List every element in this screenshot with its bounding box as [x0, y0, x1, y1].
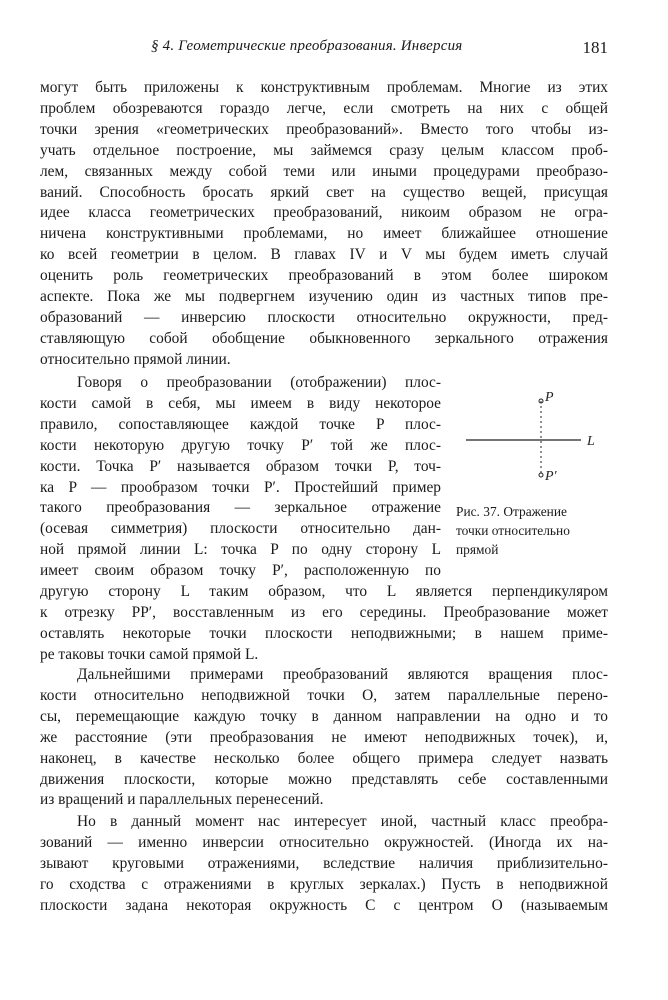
text-line: ставляющую собой обобщение обыкновенного зеркального отражения [40, 329, 608, 347]
text-line: (осевая симметрия) плоскости относительно дан- [40, 520, 441, 538]
label-L: L [587, 434, 595, 449]
text-line: кости некоторую другую точку P′ той же плос- [40, 436, 441, 454]
text-line: относительно прямой линии. [40, 350, 231, 368]
caption-line: Рис. 37. Отражение [456, 504, 567, 519]
text-line: зывают круговыми отражениями, вследствие наличия приблизительно- [40, 854, 608, 872]
text-line: аспекте. Пока же мы подвергнем изучению один из частных типов пре- [40, 288, 608, 306]
paragraph-4 [40, 812, 608, 917]
text-line: правило, сопоставляющее каждой точке P плос- [40, 415, 441, 433]
label-P-prime: P′ [545, 469, 557, 484]
text-line: образований — инверсию плоскости относительно окружности, пред- [40, 308, 608, 326]
paragraph-1 [40, 78, 608, 371]
paragraph-3 [40, 665, 608, 811]
text-line: ничена конструктивными проблемами, но имеет ближайшее отношение [40, 225, 608, 243]
text-line: движения плоскости, которые можно представлять себе составленными [40, 770, 608, 788]
text-line: имеет своим образом точку P′, расположенную по [40, 562, 441, 580]
text-line: ной прямой линии L: точка P по одну сторону L [40, 541, 441, 559]
text-line: лем, связанных между собой теми или иными процедурами преобразо- [40, 162, 608, 180]
running-header [40, 38, 608, 62]
text-line: проблем обозреваются гораздо легче, если смотреть на них с общей [40, 99, 608, 117]
text-line: могут быть приложены к конструктивным проблемам. Многие из этих [40, 79, 608, 96]
text-line: другую сторону L таким образом, что L является перпендикуляром [40, 583, 608, 600]
text-line: зований — именно инверсии относительно окружностей. (Иногда их на- [40, 833, 608, 851]
text-line: плоскости задана некоторая окружность C с центром O (называемым [40, 896, 608, 914]
text-line: из вращений и параллельных перенесений. [40, 791, 324, 809]
text-line: точки зрения «геометрических преобразований». Вместо того чтобы из- [40, 120, 608, 138]
caption-line: точки относительно [456, 523, 570, 538]
text-line: ко всей геометрии в целом. В главах IV и V мы будем иметь случай [40, 246, 608, 264]
text-line: Дальнейшими примерами преобразований являются вращения плос- [77, 666, 608, 683]
text-line: учать отдельное построение, мы займемся сразу целым классом проб- [40, 141, 608, 159]
label-P: P [545, 390, 554, 405]
text-line: ваний. Способность бросать яркий свет на существо вещей, присущая [40, 183, 608, 201]
text-line: такого преобразования — зеркальное отражение [40, 499, 441, 517]
text-line: же расстояние (эти преобразования не имеют неподвижных точек), и, [40, 728, 608, 746]
text-line: го сходства с отражениями в круглых зеркалах.) Пусть в неподвижной [40, 875, 608, 893]
text-line: оценить роль геометрических преобразований в этом более широком [40, 267, 608, 285]
paragraph-2-full [40, 582, 608, 666]
text-line: кости. Точка P′ называется образом точки P, точ- [40, 457, 441, 475]
figure-caption [456, 502, 616, 559]
text-line: наконец, в качестве несколько более общего примера следует назвать [40, 749, 608, 767]
text-line: сы, перемещающие каждую точку в данном направлении на одно и то [40, 707, 608, 725]
text-line: Но в данный момент нас интересует иной, частный класс преобра- [77, 813, 608, 830]
reflection-figure [466, 385, 616, 495]
text-line: кости относительно неподвижной точки O, затем параллельные перено- [40, 686, 608, 704]
text-line: к отрезку PP′, восставленным из его середины. Преобразование может [40, 603, 608, 621]
text-line: ка P — прообразом точки P′. Простейший пример [40, 478, 441, 496]
text-line: ре таковы точки самой прямой L. [40, 645, 259, 663]
text-line: идее класса геометрических преобразований, никоим образом не огра- [40, 204, 608, 222]
text-line: оставлять некоторые точки плоскости неподвижными; в нашем приме- [40, 624, 608, 642]
text-line: Говоря о преобразовании (отображении) плос- [77, 374, 441, 391]
page-number: 181 [582, 38, 608, 57]
running-title: § 4. Геометрические преобразования. Инверсия [151, 38, 463, 54]
paragraph-2-narrow [40, 373, 441, 582]
caption-line: прямой [456, 542, 499, 557]
text-line: кости самой в себя, мы имеем в виду некоторое [40, 394, 441, 412]
